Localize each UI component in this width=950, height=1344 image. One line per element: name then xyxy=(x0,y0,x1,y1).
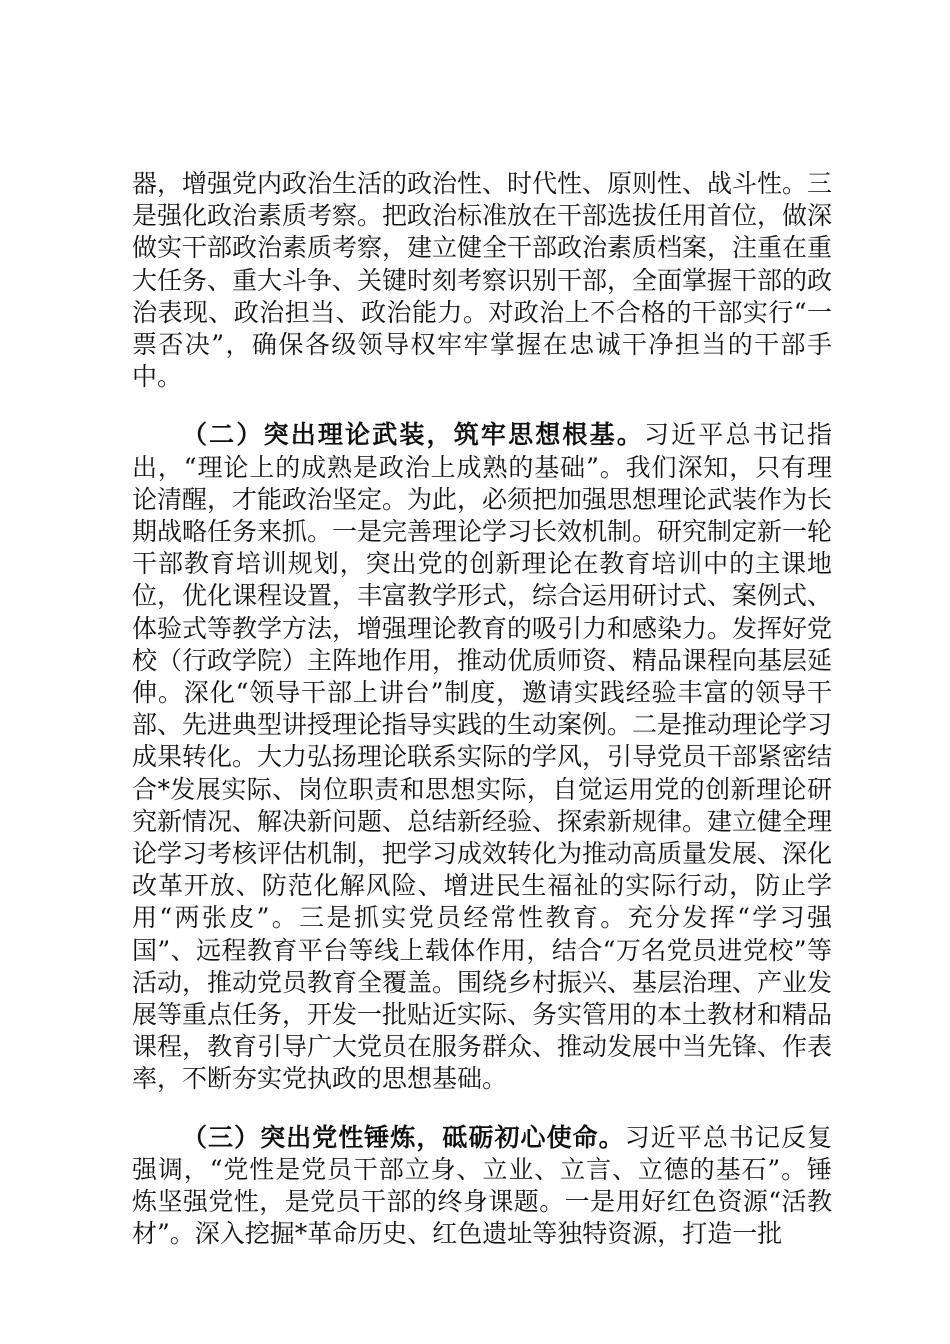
paragraph-section-three xyxy=(132,1122,832,1251)
section-heading: （二）突出理论武装，筑牢思想根基。 xyxy=(182,420,644,450)
paragraph-text: 器，增强党内政治生活的政治性、时代性、原则性、战斗性。三是强化政治素质考察。把政治标准放在干部选拔任用首位，做深做实干部政治素质考察，建立健全干部政治素质档案，注重在重大任务、重大斗争、关键时刻考察识别干部，全面掌握干部的政治表现、政治担当、政治能力。对政治上不合格的干部实行“一票否决”，确保各级领导权牢牢掌握在忠诚干净担当的干部手中。 xyxy=(132,169,833,392)
paragraph-section-two xyxy=(132,419,832,1095)
paragraph-text: 习近平总书记指出，“理论上的成熟是政治上成熟的基础”。我们深知，只有理论清醒，才能政治坚定。为此，必须把加强思想理论武装作为长期战略任务来抓。一是完善理论学习长效机制。研究制定新一轮干部教育培训规划，突出党的创新理论在教育培训中的主课地位，优化课程设置，丰富教学形式，综合运用研讨式、案例式、体验式等教学方法，增强理论教育的吸引力和感染力。发挥好党校（行政学院）主阵地作用，推动优质师资、精品课程向基层延伸。深化“领导干部上讲台”制度，邀请实践经验丰富的领导干部、先进典型讲授理论指导实践的生动案例。二是推动理论学习成果转化。大力弘扬理论联系实际的学风，引导党员干部紧密结合*发展实际、岗位职责和思想实际，自觉运用党的创新理论研究新情况、解决新问题、总结新经验、探索新规律。建立健全理论学习考核评估机制，把学习成效转化为推动高质量发展、深化改革开放、防范化解风险、增进民生福祉的实际行动，防止学用“两张皮”。三是抓实党员经常性教育。充分发挥“学习强国”、远程教育平台等线上载体作用，结合“万名党员进党校”等活动，推动党员教育全覆盖。围绕乡村振兴、基层治理、产业发展等重点任务，开发一批贴近实际、务实管用的本土教材和精品课程，教育引导广大党员在服务群众、推动发展中当先锋、作表率，不断夯实党执政的思想基础。 xyxy=(132,420,833,1094)
paragraph-text: 习近平总书记反复强调，“党性是党员干部立身、立业、立言、立德的基石”。锤炼坚强党性，是党员干部的终身课题。一是用好红色资源“活教材”。深入挖掘*革命历史、红色遗址等独特资源，打造一批 xyxy=(132,1122,832,1249)
section-heading: （三）突出党性锤炼，砥砺初心使命。 xyxy=(182,1122,625,1152)
paragraph-continuation xyxy=(132,168,832,393)
document-body xyxy=(132,168,832,1251)
